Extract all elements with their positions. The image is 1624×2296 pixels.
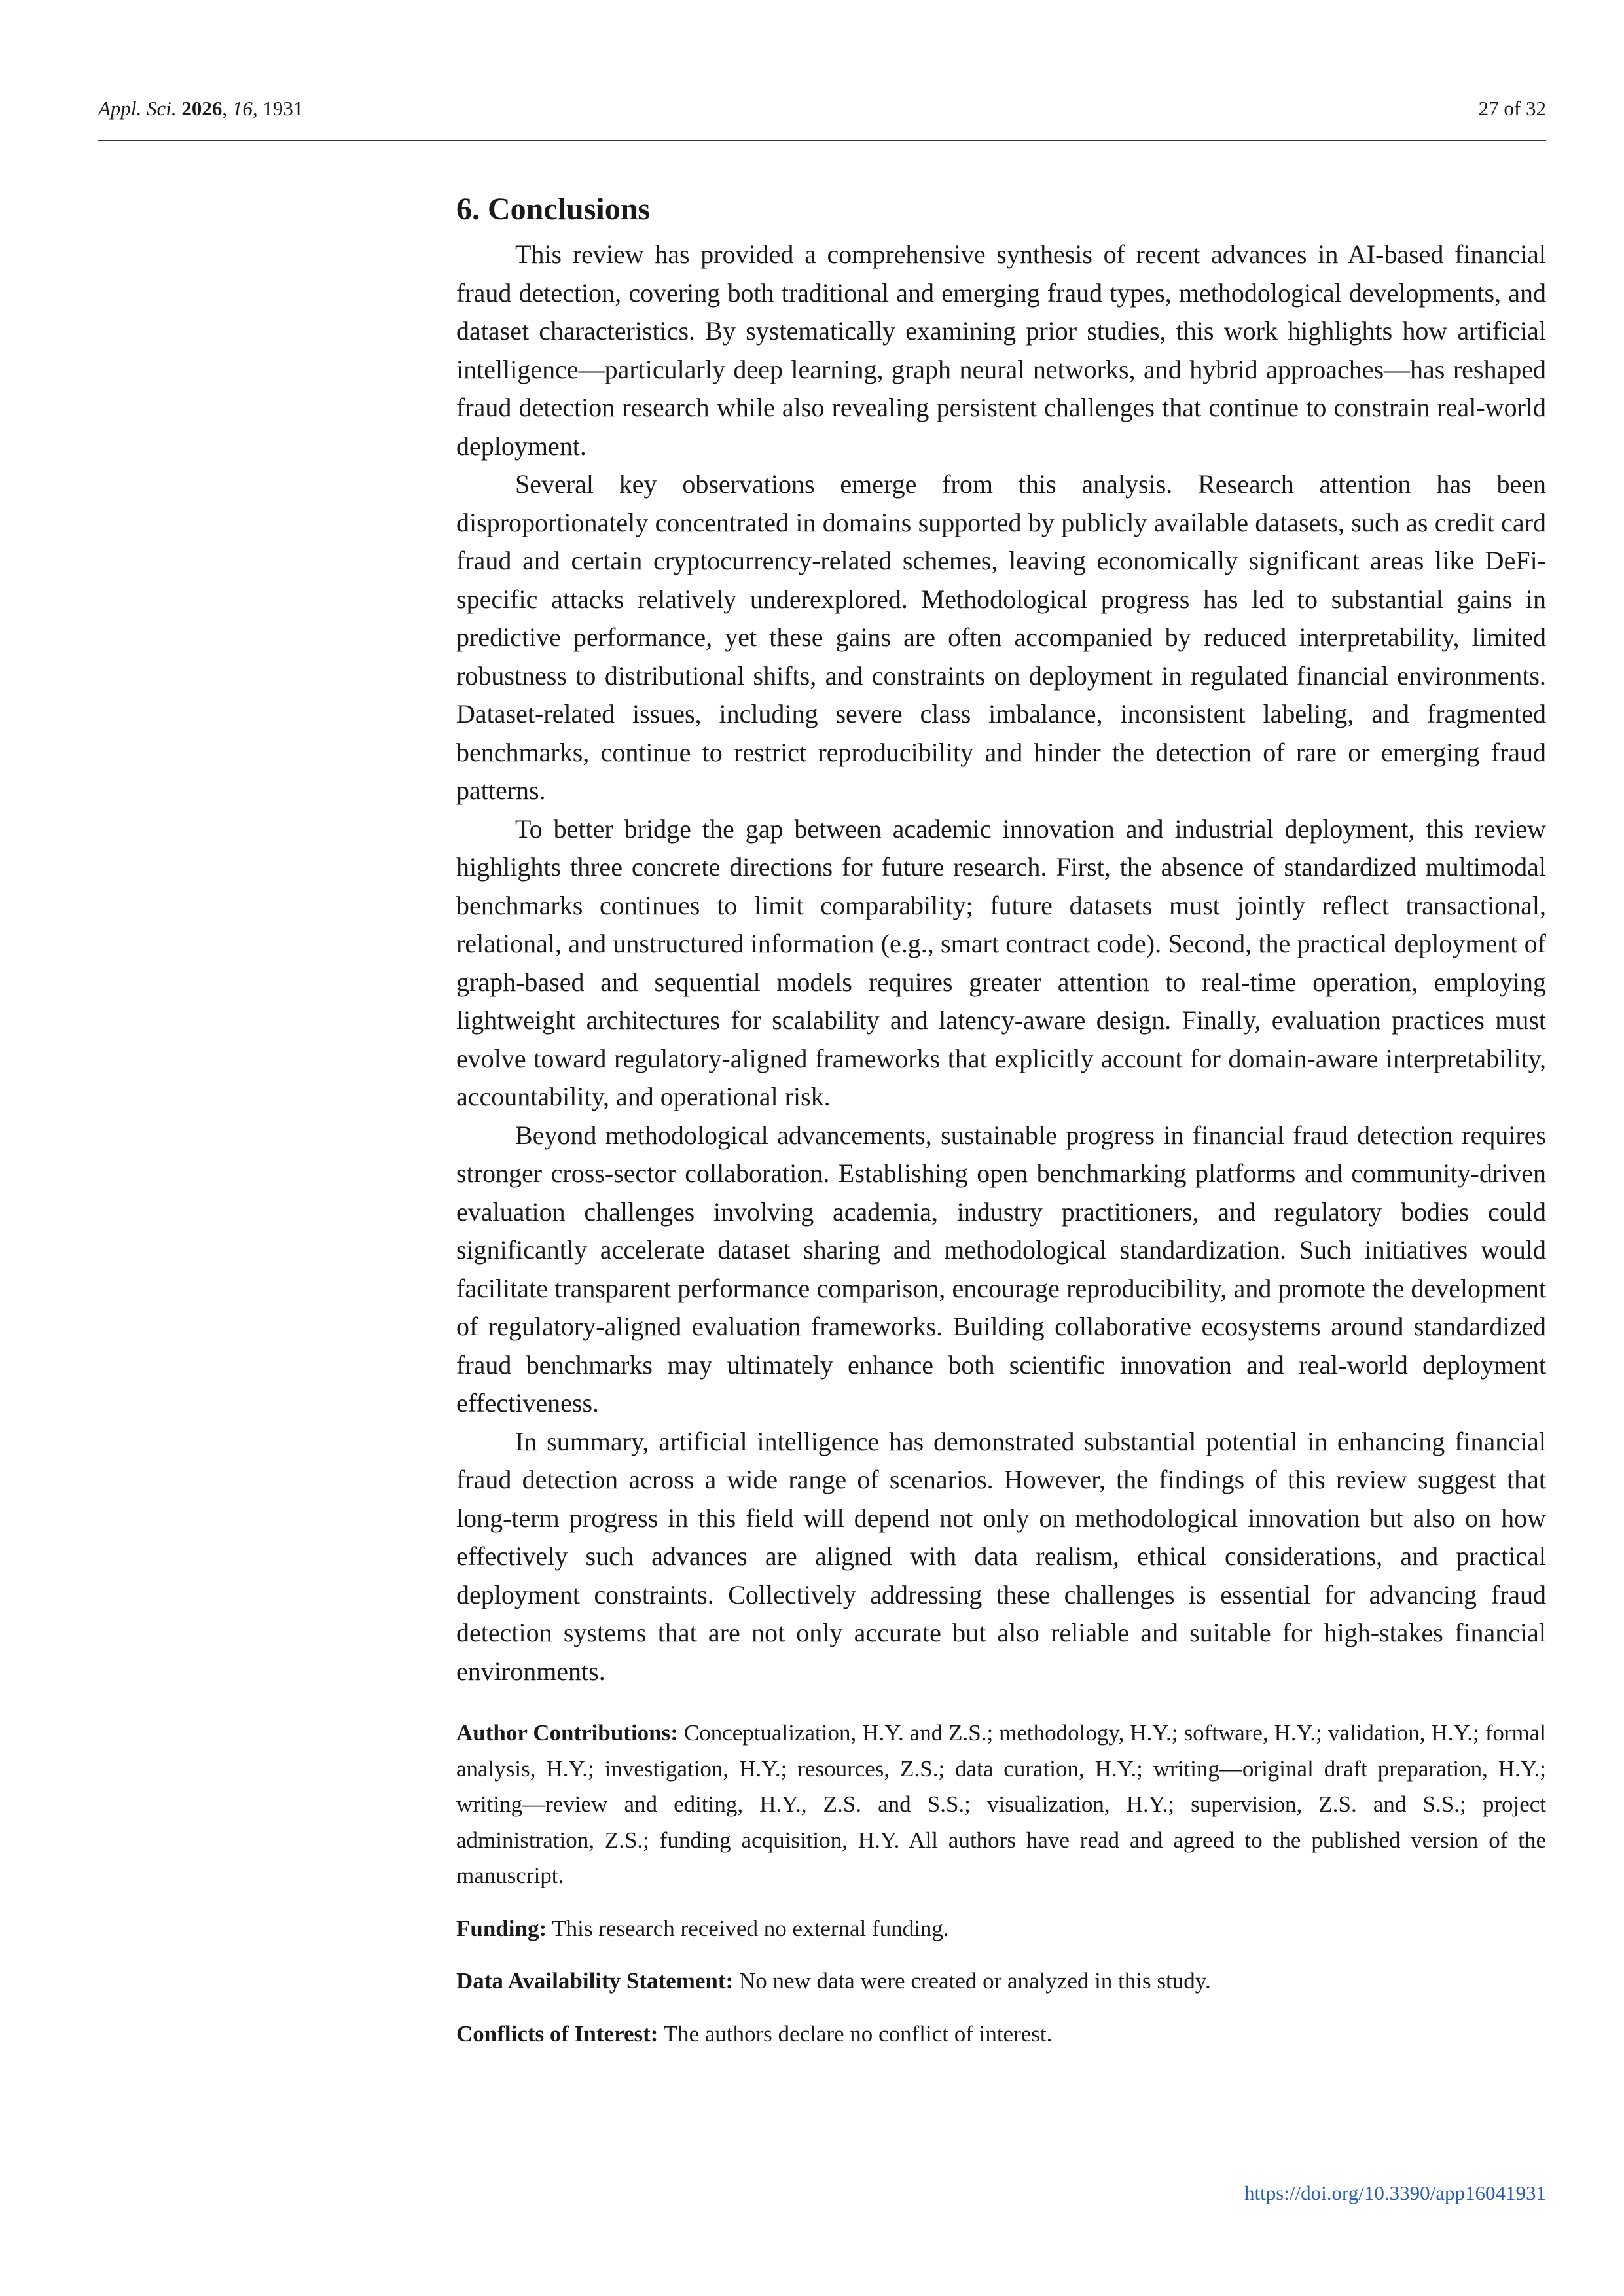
author-contributions-label: Author Contributions: xyxy=(456,1720,678,1746)
section-title: 6. Conclusions xyxy=(456,192,651,226)
article-number: 1931 xyxy=(262,97,304,120)
page-number: 27 of 32 xyxy=(1478,97,1546,120)
paragraph: This review has provided a comprehensive synthesis of recent advances in AI-based financial fraud detection, covering both traditional and emerging fraud types, methodological developments, and dataset characteristics. By systematically examining prior studies, this work highlights how artificial intelligence—particularly deep learning, graph neural networks, and hybrid approaches—has reshaped fraud detection research while also revealing persistent challenges that continue to constrain real-world deployment. xyxy=(456,240,1546,461)
back-matter xyxy=(456,1715,1546,2052)
funding-text: This research received no external funding. xyxy=(552,1915,949,1941)
doi-link[interactable]: https://doi.org/10.3390/app16041931 xyxy=(1244,2181,1546,2204)
journal-name: Appl. Sci. xyxy=(98,97,177,120)
data-availability-statement xyxy=(456,1964,1546,2000)
paragraph: Beyond methodological advancements, sustainable progress in financial fraud detection requires stronger cross-sector collaboration. Establishing open benchmarking platforms and community-driven evaluation challenges involving academia, industry practitioners, and regulatory bodies could significantly accelerate dataset sharing and methodological standardization. Such initiatives would facilitate transparent performance comparison, encourage reproducibility, and promote the development of regulatory-aligned evaluation frameworks. Building collaborative ecosystems around standardized fraud benchmarks may ultimately enhance both scientific innovation and real-world deployment effectiveness. xyxy=(456,1120,1546,1418)
conflicts-label: Conflicts of Interest: xyxy=(456,2020,659,2047)
paragraph: In summary, artificial intelligence has demonstrated substantial potential in enhancing financial fraud detection across a wide range of scenarios. However, the findings of this review suggest that long-term progress in this field will depend not only on methodological innovation but also on how effectively such advances are aligned with data realism, ethical considerations, and practical deployment constraints. Collectively addressing these challenges is essential for advancing fraud detection systems that are not only accurate but also reliable and suitable for high-stakes financial environments. xyxy=(456,1426,1546,1686)
paragraph: Several key observations emerge from this analysis. Research attention has been disproportionately concentrated in domains supported by publicly available datasets, such as credit card fraud and certain cryptocurrency-related schemes, leaving economically significant areas like DeFi-specific attacks relatively underexplored. Methodological progress has led to substantial gains in predictive performance, yet these gains are often accompanied by reduced interpretability, limited robustness to distributional shifts, and constraints on deployment in regulated financial environments. Dataset-related issues, including severe class imbalance, inconsistent labeling, and fragmented benchmarks, continue to restrict reproducibility and hinder the detection of rare or emerging fraud patterns. xyxy=(456,469,1546,805)
author-contributions-text: Conceptualization, H.Y. and Z.S.; methodology, H.Y.; software, H.Y.; validation, H.Y.; formal analysis, H.Y.; investigation, H.Y.; resources, Z.S.; data curation, H.Y.; writing—original draft preparation, H.Y.; writing—review and editing, H.Y., Z.S. and S.S.; visualization, H.Y.; supervision, Z.S. and S.S.; project administration, Z.S.; funding acquisition, H.Y. All authors have read and agreed to the published version of the manuscript. xyxy=(456,1720,1546,1888)
funding-label: Funding: xyxy=(456,1915,547,1941)
funding-statement xyxy=(456,1911,1546,1947)
journal-volume: 16 xyxy=(232,97,253,120)
journal-citation: Appl. Sci. 2026, 16, 1931 xyxy=(98,97,304,120)
data-availability-text: No new data were created or analyzed in this study. xyxy=(738,1968,1211,1994)
journal-year: 2026 xyxy=(181,97,223,120)
author-contributions xyxy=(456,1715,1546,1894)
main-content xyxy=(456,190,1546,2069)
conflicts-of-interest xyxy=(456,2017,1546,2053)
conflicts-text: The authors declare no conflict of interest. xyxy=(663,2020,1053,2047)
data-availability-label: Data Availability Statement: xyxy=(456,1968,734,1994)
page-header xyxy=(98,93,1546,141)
paragraph: To better bridge the gap between academic innovation and industrial deployment, this review highlights three concrete directions for future research. First, the absence of standardized multimodal benchmarks continues to limit comparability; future datasets must jointly reflect transactional, relational, and unstructured information (e.g., smart contract code). Second, the practical deployment of graph-based and sequential models requires greater attention to real-time operation, employing lightweight architectures for scalability and latency-aware design. Finally, evaluation practices must evolve toward regulatory-aligned frameworks that explicitly account for domain-aware interpretability, accountability, and operational risk. xyxy=(456,814,1546,1111)
